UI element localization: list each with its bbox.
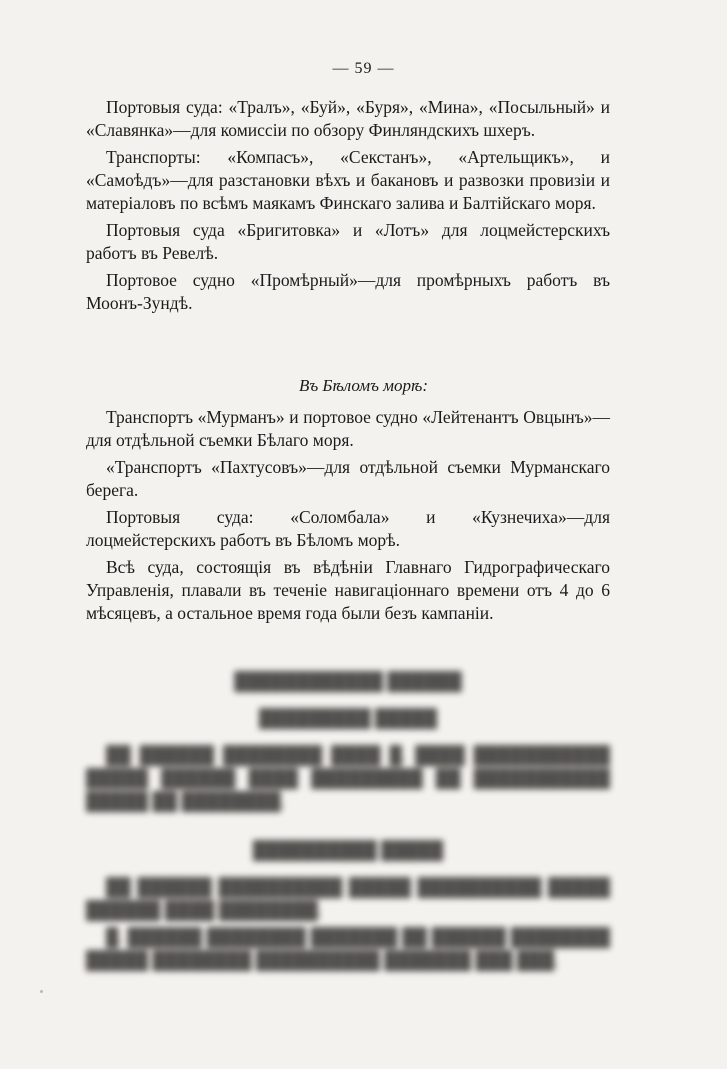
- white-sea-section: [86, 406, 610, 629]
- paragraph-transports: Транспорты: «Компасъ», «Секстанъ», «Артельщикъ», и «Самоѣдъ»—для разстановки вѣхъ и бакановъ и развозки провизіи и матеріаловъ по всѣмъ маякамъ Финскаго залива и Балтійскаго моря.: [86, 147, 610, 213]
- blurred-bleed-through-text: ████████████ ██████ █████████ █████ ██ ██████ ████████ ████ █. ████ ███████████ █████ ██████ ████ █████████ ██ ███████████ █████ ██ ████████. ██████████ █████ ██ ██████ ██████████ █████ ██████████ █████ ██████ ████ ████████. █. ██████ ████████ ███████ ██ ██████ ████████ █████ ████████ ██████████ ███████ ███ ███.: [86, 671, 610, 970]
- page-number: — 59 —: [332, 60, 395, 77]
- paragraph-moon-sund-vessel: Портовое судно «Промѣрный»—для промѣрныхъ работъ въ Моонъ-Зундѣ.: [86, 270, 610, 313]
- paragraph-port-vessels: Портовыя суда: «Тралъ», «Буй», «Буря», «Мина», «Посыльный» и «Славянка»—для комиссіи по обзору Финляндскихъ шхеръ.: [86, 97, 610, 140]
- baltic-ships-section: [86, 96, 610, 319]
- paragraph-summary: Всѣ суда, состоящія въ вѣдѣніи Главнаго Гидрографическаго Управленія, плавали въ теченіе навигаціоннаго времени отъ 4 до 6 мѣсяцевъ, а остальное время года были безъ кампаніи.: [86, 557, 610, 623]
- paragraph-murman-transport: Транспортъ «Мурманъ» и портовое судно «Лейтенантъ Овцынъ»—для отдѣльной съемки Бѣлаго моря.: [86, 407, 610, 450]
- paragraph-solombala-vessels: Портовыя суда: «Соломбала» и «Кузнечиха»—для лоцмейстерскихъ работъ въ Бѣломъ морѣ.: [86, 507, 610, 550]
- paper-speck: [40, 990, 43, 993]
- section-heading-white-sea: Въ Бѣломъ морѣ:: [298, 376, 429, 395]
- paragraph-revel-vessels: Портовыя суда «Бригитовка» и «Лотъ» для лоцмейстерскихъ работъ въ Ревелѣ.: [86, 220, 610, 263]
- paragraph-pakhtusov-transport: «Транспортъ «Пахтусовъ»—для отдѣльной съемки Мурманскаго берега.: [86, 457, 610, 500]
